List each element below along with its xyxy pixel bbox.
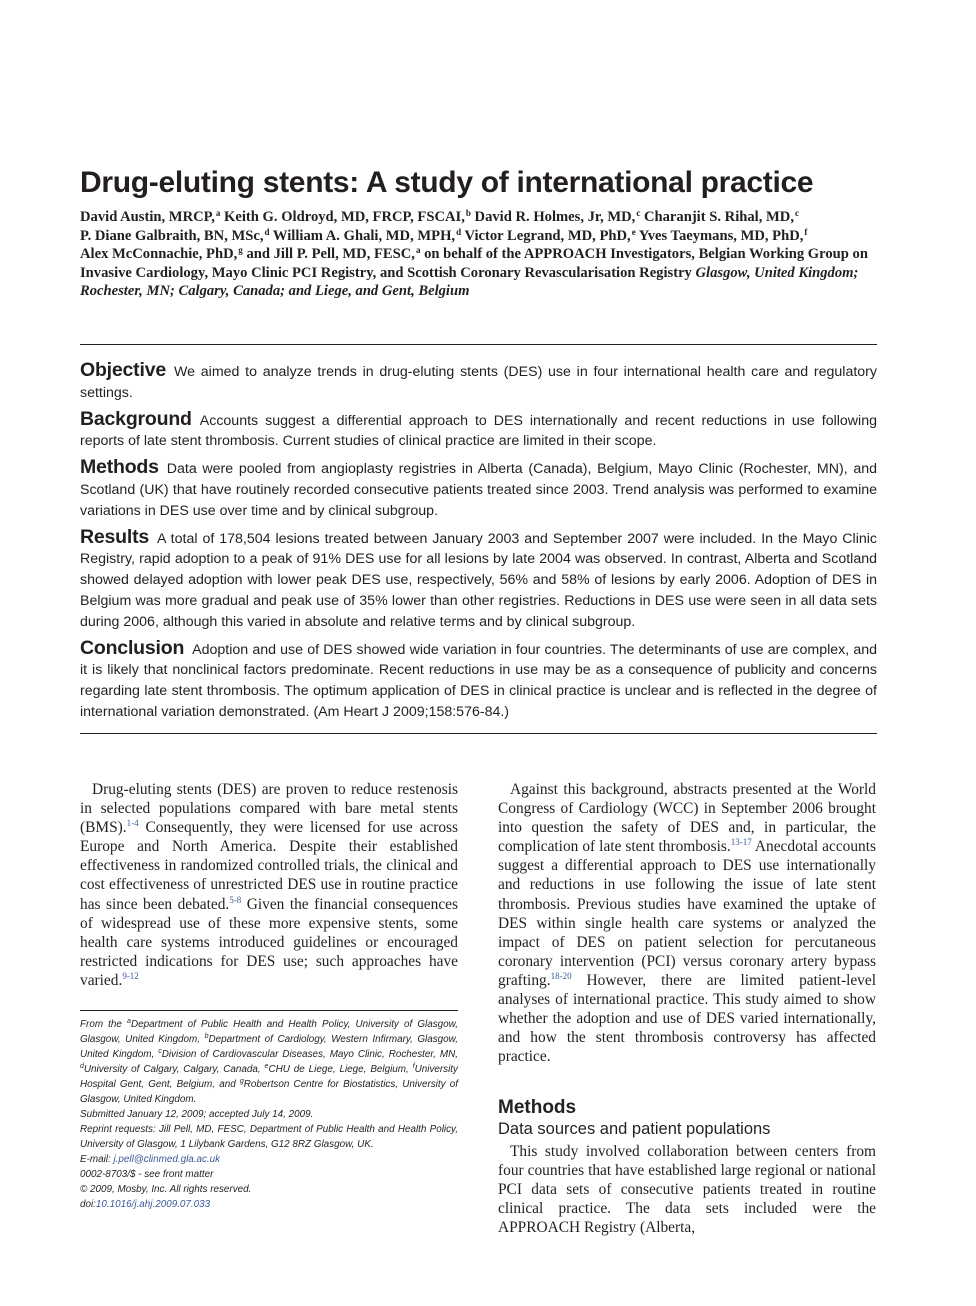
affiliation-marker: c [794, 208, 799, 218]
abstract-conclusion [80, 638, 877, 723]
email-link[interactable]: j.pell@clinmed.gla.ac.uk [113, 1154, 221, 1165]
author-list [80, 208, 886, 301]
article-title: Drug-eluting stents: A study of international practice [80, 166, 814, 199]
affiliation-marker: g [238, 245, 243, 256]
methods-text: Data were pooled from angioplasty registries in Alberta (Canada), Belgium, Mayo Clinic (Rochester, MN), and Scotland (UK) that have routinely recorded consecutive patients treated since 2003. Trend analysis was performed to examine variations in DES use over time and by clinical subgroup. [80, 461, 877, 519]
abstract-background [80, 409, 877, 453]
issn-note: 0002-8703/$ - see front matter [80, 1169, 214, 1180]
affiliation-marker: e [631, 226, 636, 237]
abstract-top-rule [80, 344, 877, 345]
body-left-column [80, 780, 458, 990]
methods-paragraph: This study involved collaboration between centers from four countries that have established large regional or national PCI data sets of consecutive patients treated in routine clinical practice. The data sets included were the APPROACH Registry (Alberta, [498, 1143, 876, 1237]
author: Victor Legrand, MD, PhD, [464, 227, 631, 244]
reprint-note: Reprint requests: Jill Pell, MD, FESC, Department of Public Health and Health Policy, University of Glasgow, 1 Lilybank Gardens, G12 8RZ Glasgow, UK. [80, 1124, 458, 1150]
author: William A. Ghali, MD, MPH, [272, 227, 456, 244]
affiliation-marker: b [465, 208, 471, 218]
copyright-note: © 2009, Mosby, Inc. All rights reserved. [80, 1184, 252, 1195]
author: David Austin, MRCP, [80, 209, 215, 225]
methods-label: Methods [80, 456, 159, 479]
footnotes [80, 1017, 458, 1212]
affiliation-marker: d [456, 226, 462, 237]
structured-abstract [80, 360, 877, 728]
author: Charanjit S. Rihal, MD, [643, 209, 794, 225]
affiliation-marker: d [264, 226, 270, 237]
abstract-methods [80, 457, 877, 521]
author: Alex McConnachie, PhD, [80, 246, 238, 263]
objective-label: Objective [80, 359, 166, 381]
author: and Jill P. Pell, MD, FESC, [246, 246, 415, 263]
intro-paragraph: Drug-eluting stents (DES) are proven to reduce restenosis in selected populations compared with bare metal stents (BMS).$^{1-4}$ Consequently, they were licensed for use across Europe and North America. Despite their established effectiveness in randomized controlled trials, the clinical and cost effectiveness of unrestricted DES use in routine practice has since been debated.$^{5-8}$ Given the financial consequences of widespread use of these more expensive stents, some health care systems introduced guidelines or encouraged restricted indications for DES use; such approaches have varied.$^{9-12}$ [80, 781, 458, 989]
affiliation-marker: c [636, 208, 641, 218]
affiliation-marker: a [215, 208, 221, 218]
background-text: Accounts suggest a differential approach to DES internationally and recent reductions in use following reports of late stent thrombosis. Current studies of clinical practice are limited in their scope. [80, 412, 877, 450]
results-text: A total of 178,504 lesions treated between January 2003 and September 2007 were included. In the Mayo Clinic Registry, rapid adoption to a peak of 91% DES use for all lesions by late 2004 was observed. In contrast, Alberta and Scotland showed delayed adoption with lower peak DES use, respectively, 56% and 58% of lesions by early 2006. Adoption of DES in Belgium was more gradual and peak use of 35% lower than other registries. Reductions in DES use were seen in all data sets during 2006, although this varied in absolute and relative terms and by clinical subgroup. [80, 530, 877, 630]
data-sources-heading: Data sources and patient populations [498, 1120, 771, 1138]
citation-link[interactable]: 18-20 [550, 970, 572, 981]
background-paragraph: Against this background, abstracts presented at the World Congress of Cardiology (WCC) in September 2006 brought into question the safety of DES and, in particular, the complication of late stent thrombosis.$^{13-17}$ Anecdotal accounts suggest a differential approach to DES use internationally and reductions in use following the issue of late stent thrombosis. Previous studies have examined the uptake of DES within single health care systems or analyzed the impact of DES on patient selection for percutaneous coronary intervention (PCI) versus coronary artery bypass grafting.$^{18-20}$ However, there are limited patient-level analyses of international practice. This study aimed to show whether the adoption and use of DES varied internationally, and how the stent thrombosis controversy has affected practice. [498, 781, 877, 1066]
methods-heading: Methods [498, 1097, 577, 1118]
background-label: Background [80, 407, 192, 430]
results-label: Results [80, 525, 150, 548]
conclusion-text: Adoption and use of DES showed wide variation in four countries. The determinants of use are complex, and it is likely that nonclinical factors predominate. Recent reductions in use may be as a consequence of publicity and concerns regarding late stent thrombosis. The optimum application of DES in clinical practice is unclear and is reflected in the degree of international variation demonstrated. (Am Heart J 2009;158:576-84.) [80, 641, 877, 720]
footnote-rule [80, 1010, 458, 1011]
submitted-note: Submitted January 12, 2009; accepted July 14, 2009. [80, 1109, 314, 1120]
author: David R. Holmes, Jr, MD, [474, 209, 636, 225]
abstract-results [80, 527, 877, 633]
doi-note: doi:10.1016/j.ahj.2009.07.033 [80, 1199, 211, 1210]
citation-link[interactable]: 1-4 [126, 818, 139, 829]
citation-link[interactable]: 9-12 [122, 970, 139, 981]
email-note: E-mail: j.pell@clinmed.gla.ac.uk [80, 1154, 221, 1165]
affiliation-marker: a [415, 245, 421, 256]
abstract-bottom-rule [80, 733, 877, 734]
methods-column [498, 1142, 876, 1237]
author: P. Diane Galbraith, BN, MSc, [80, 227, 264, 244]
author-locations: Glasgow, United Kingdom; Rochester, MN; Calgary, Canada; and Liege, and Gent, Belgium [80, 264, 859, 300]
citation-link[interactable]: 5-8 [229, 894, 242, 905]
abstract-objective [80, 360, 877, 404]
affiliations-note: From the $^a$Department of Public Health and Health Policy, University of Glasgow, Glasgow, United Kingdom, $^b$Department of Cardiology, Western Infirmary, Glasgow, United Kingdom, $^c$Division of Cardiovascular Diseases, Mayo Clinic, Rochester, MN, $^d$University of Calgary, Calgary, Canada, $^e$CHU de Liege, Liege, Belgium, $^f$University Hospital Gent, Gent, Belgium, and $^g$Robertson Centre for Biostatistics, University of Glasgow, United Kingdom. [80, 1018, 458, 1105]
author: Keith G. Oldroyd, MD, FRCP, FSCAI, [224, 209, 465, 225]
on-behalf-text: on behalf of the APPROACH Investigators, Belgian Working Group on Invasive Cardiology, Mayo Clinic PCI Registry, and Scottish Coronary Revascularisation Registry [80, 246, 868, 281]
citation-link[interactable]: 13-17 [730, 837, 752, 848]
objective-text: We aimed to analyze trends in drug-eluting stents (DES) use in four international health care and regulatory settings. [80, 364, 877, 401]
doi-link[interactable]: 10.1016/j.ahj.2009.07.033 [95, 1199, 211, 1210]
body-right-column [498, 780, 876, 1066]
author: Yves Taeymans, MD, PhD, [638, 227, 804, 244]
conclusion-label: Conclusion [80, 636, 185, 659]
affiliation-marker: f [804, 226, 808, 237]
